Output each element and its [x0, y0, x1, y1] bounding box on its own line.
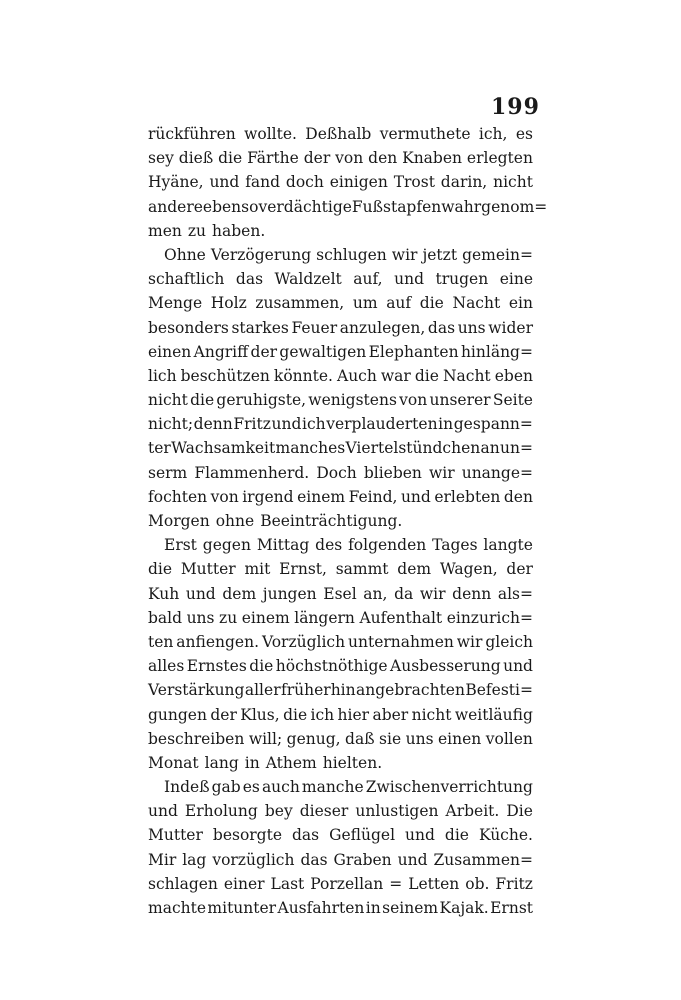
- word: der: [250, 342, 278, 361]
- word: Ohne: [164, 245, 206, 264]
- word: andere: [148, 197, 203, 216]
- word: nicht;: [148, 415, 194, 434]
- word: Flammenherd.: [194, 463, 310, 482]
- word: Zusammen=: [433, 850, 533, 869]
- word: Graben: [333, 850, 392, 869]
- word: Indeß: [164, 778, 210, 797]
- word: Zwischenverrichtung: [365, 778, 533, 797]
- word: Geflügel: [329, 826, 396, 845]
- text-line: [148, 219, 533, 243]
- word: und: [185, 584, 216, 603]
- word: einen: [438, 729, 482, 748]
- word: das: [300, 850, 328, 869]
- word: Verzögerung: [210, 245, 312, 264]
- word: denn: [452, 584, 492, 603]
- word: unternahmen: [348, 632, 454, 651]
- word: da: [394, 584, 414, 603]
- word: daß: [345, 729, 375, 748]
- word: Mittag: [256, 536, 310, 555]
- word: vorzüglich: [212, 850, 295, 869]
- word: serm: [148, 463, 188, 482]
- text-line: [148, 678, 533, 702]
- word: unange=: [461, 463, 533, 482]
- word: Ernstes: [186, 657, 247, 676]
- word: Fußstapfen: [351, 197, 442, 216]
- word: einzurich=: [446, 608, 533, 627]
- word: an: [480, 439, 500, 458]
- text-line: [148, 823, 533, 847]
- word: einigen: [329, 173, 388, 192]
- text-line: [148, 775, 533, 799]
- word: Porzellan: [310, 874, 384, 893]
- word: un=: [500, 439, 533, 458]
- word: das: [292, 826, 320, 845]
- text-line: [148, 461, 533, 485]
- word: irgend: [242, 487, 294, 506]
- word: Last: [270, 874, 305, 893]
- word: ter: [148, 439, 171, 458]
- word: Befesti=: [465, 681, 533, 700]
- word: lang: [204, 753, 239, 772]
- word: Feind,: [348, 487, 398, 506]
- text-line: [148, 364, 533, 388]
- word: fand: [245, 173, 281, 192]
- word: will;: [248, 729, 283, 748]
- word: Hyäne,: [148, 173, 204, 192]
- text-line: [148, 509, 533, 533]
- word: und: [271, 415, 302, 434]
- word: uns: [405, 729, 434, 748]
- text-line: [148, 146, 533, 170]
- word: darin,: [440, 173, 488, 192]
- word: hielten.: [322, 753, 383, 772]
- text-line: [148, 291, 533, 315]
- word: einem: [241, 608, 290, 627]
- page-number: 199: [491, 94, 540, 120]
- word: wir: [419, 584, 446, 603]
- text-line: [148, 654, 533, 678]
- text-line: [148, 727, 533, 751]
- text-line: [148, 316, 533, 340]
- word: Ausfahrten: [277, 899, 365, 917]
- word: wir: [456, 632, 483, 651]
- word: die: [414, 366, 439, 385]
- word: Holz: [210, 294, 247, 313]
- word: Erst: [164, 536, 197, 555]
- word: wir: [429, 463, 455, 482]
- word: der: [210, 705, 237, 724]
- word: Waldzelt: [274, 270, 342, 289]
- word: besorgte: [212, 826, 283, 845]
- word: genug,: [286, 729, 341, 748]
- word: bald: [148, 608, 183, 627]
- word: unlustigen: [355, 802, 439, 821]
- word: ich,: [478, 125, 508, 143]
- word: alles: [148, 657, 185, 676]
- word: blieben: [363, 463, 422, 482]
- word: Vorzüglich: [261, 632, 346, 651]
- body-text: [148, 122, 548, 920]
- word: weitläufig: [454, 705, 533, 724]
- word: Mutter: [180, 560, 236, 579]
- word: es: [242, 778, 260, 797]
- text-line: [148, 436, 533, 460]
- text-line: [148, 533, 533, 557]
- text-line: [148, 703, 533, 727]
- word: eine: [499, 270, 533, 289]
- word: Letten: [408, 874, 460, 893]
- word: Klus,: [240, 705, 280, 724]
- word: Ernst,: [279, 560, 327, 579]
- word: schlugen: [316, 245, 387, 264]
- word: ohne: [215, 512, 255, 530]
- word: die: [148, 560, 173, 579]
- word: und: [397, 850, 428, 869]
- word: uns: [457, 318, 486, 337]
- word: Fritz: [495, 874, 533, 893]
- word: Erholung: [184, 802, 258, 821]
- word: trugen: [435, 270, 489, 289]
- word: Athem: [265, 753, 317, 772]
- word: die: [444, 826, 469, 845]
- word: Küche.: [478, 826, 533, 845]
- word: fochten: [148, 487, 208, 506]
- text-line: [148, 872, 533, 896]
- word: Färthe: [247, 149, 299, 168]
- word: eben: [494, 366, 533, 385]
- word: schaftlich: [148, 270, 225, 289]
- word: lich: [148, 366, 177, 385]
- word: uns: [186, 608, 215, 627]
- word: dieser: [299, 802, 349, 821]
- word: seinem: [382, 899, 439, 917]
- word: wahrgenom=: [441, 197, 548, 216]
- word: das: [427, 318, 456, 337]
- word: Monat: [148, 753, 199, 772]
- word: bey: [264, 802, 293, 821]
- word: von: [210, 487, 239, 506]
- text-line: [148, 606, 533, 630]
- text-line: [148, 751, 533, 775]
- word: von: [335, 149, 364, 168]
- word: Verstärkung: [148, 681, 245, 700]
- word: die: [249, 657, 274, 676]
- word: Fritz: [233, 415, 271, 434]
- word: des: [315, 536, 343, 555]
- word: Aufenthalt: [359, 608, 443, 627]
- text-line: [148, 170, 533, 194]
- word: aber: [372, 705, 409, 724]
- word: starkes: [231, 318, 289, 337]
- word: in: [365, 899, 381, 917]
- word: der: [506, 560, 533, 579]
- word: ich: [310, 705, 335, 724]
- word: höchstnöthige: [275, 657, 388, 676]
- text-line: [148, 848, 533, 872]
- word: lag: [182, 850, 207, 869]
- word: der: [303, 149, 331, 168]
- word: dieß: [178, 149, 214, 168]
- word: manche: [301, 778, 364, 797]
- word: hinläng=: [460, 342, 533, 361]
- word: Mutter: [148, 826, 203, 845]
- word: auf,: [353, 270, 383, 289]
- word: und: [209, 173, 240, 192]
- word: verdächtige: [258, 197, 352, 216]
- word: gewaltigen: [279, 342, 367, 361]
- text-line: [148, 122, 533, 146]
- word: einer: [223, 874, 265, 893]
- word: gungen: [148, 705, 207, 724]
- word: hier: [337, 705, 370, 724]
- word: dem: [222, 584, 257, 603]
- word: Morgen: [148, 512, 210, 530]
- word: wir: [391, 245, 418, 264]
- word: und: [405, 826, 435, 845]
- word: ob.: [465, 874, 490, 893]
- word: wider: [488, 318, 533, 337]
- word: Mir: [148, 850, 177, 869]
- word: Esel: [323, 584, 357, 603]
- word: jungen: [262, 584, 317, 603]
- word: in: [438, 415, 454, 434]
- word: unserer: [429, 391, 491, 410]
- word: die: [283, 705, 308, 724]
- word: Trost: [393, 173, 435, 192]
- word: nicht: [148, 391, 188, 410]
- word: gemein=: [462, 245, 533, 264]
- word: Kajak.: [439, 899, 489, 917]
- word: könnte.: [273, 366, 333, 385]
- word: Seite: [492, 391, 533, 410]
- word: angebrachten: [356, 681, 465, 700]
- word: aller: [244, 681, 281, 700]
- word: Feuer: [291, 318, 338, 337]
- word: beschützen: [180, 366, 270, 385]
- word: wenigstens: [308, 391, 397, 410]
- text-line: [148, 630, 533, 654]
- word: doch: [285, 173, 324, 192]
- word: dem: [397, 560, 432, 579]
- word: Auch: [337, 366, 377, 385]
- word: Die: [506, 802, 533, 821]
- word: um: [352, 294, 378, 313]
- word: Beeinträchtigung.: [260, 512, 403, 530]
- word: es: [515, 125, 533, 143]
- word: Nacht: [442, 366, 491, 385]
- word: manches: [275, 439, 346, 458]
- word: gegen: [202, 536, 251, 555]
- word: langte: [483, 536, 533, 555]
- word: den: [503, 487, 533, 506]
- word: auf: [386, 294, 412, 313]
- word: wollte.: [244, 125, 297, 143]
- word: früherhin: [281, 681, 356, 700]
- word: Viertelstündchen: [345, 439, 481, 458]
- word: Wachsamkeit: [171, 439, 276, 458]
- word: eben: [202, 197, 242, 216]
- word: die: [190, 391, 215, 410]
- word: Knaben: [402, 149, 463, 168]
- word: Ausbesserung: [390, 657, 501, 676]
- word: und: [148, 802, 178, 821]
- word: besonders: [148, 318, 229, 337]
- word: jetzt: [422, 245, 458, 264]
- word: als=: [497, 584, 533, 603]
- word: ich: [301, 415, 326, 434]
- word: Wagen,: [439, 560, 498, 579]
- word: das: [235, 270, 264, 289]
- text-line: [148, 557, 533, 581]
- word: folgenden: [348, 536, 427, 555]
- text-line: [148, 195, 548, 219]
- text-line: [148, 267, 533, 291]
- word: vollen: [485, 729, 533, 748]
- word: und: [394, 270, 424, 289]
- word: =: [389, 874, 403, 893]
- word: Ernst: [490, 899, 533, 917]
- word: einem: [297, 487, 346, 506]
- word: schlagen: [148, 874, 218, 893]
- word: und: [400, 487, 431, 506]
- word: gleich: [485, 632, 533, 651]
- word: men: [148, 221, 182, 240]
- word: mit: [244, 560, 271, 579]
- word: auch: [261, 778, 300, 797]
- word: Doch: [316, 463, 357, 482]
- word: den: [368, 149, 398, 168]
- text-line: [148, 896, 533, 920]
- text-line: [148, 243, 533, 267]
- word: gab: [211, 778, 241, 797]
- word: Deßhalb: [305, 125, 372, 143]
- word: Angriff: [193, 342, 249, 361]
- word: sie: [379, 729, 402, 748]
- word: haben.: [212, 221, 266, 240]
- word: nicht: [493, 173, 533, 192]
- word: mitunter: [207, 899, 277, 917]
- word: gespann=: [453, 415, 533, 434]
- word: anfiengen.: [176, 632, 260, 651]
- word: vermuthete: [379, 125, 471, 143]
- word: sammt: [335, 560, 389, 579]
- word: geruhigste,: [216, 391, 307, 410]
- word: so: [241, 197, 259, 216]
- text-line: [148, 485, 533, 509]
- word: nicht: [411, 705, 452, 724]
- word: von: [399, 391, 428, 410]
- word: Kuh: [148, 584, 180, 603]
- word: Elephanten: [368, 342, 459, 361]
- word: verplauderten: [326, 415, 438, 434]
- text-line: [148, 340, 533, 364]
- word: zusammen,: [255, 294, 345, 313]
- word: denn: [193, 415, 233, 434]
- word: und: [503, 657, 533, 676]
- word: Arbeit.: [445, 802, 500, 821]
- text-line: [148, 388, 533, 412]
- word: einen: [148, 342, 192, 361]
- word: beschreiben: [148, 729, 245, 748]
- word: längern: [294, 608, 355, 627]
- word: Menge: [148, 294, 203, 313]
- word: die: [218, 149, 243, 168]
- word: machte: [148, 899, 207, 917]
- word: rückführen: [148, 125, 236, 143]
- word: an,: [363, 584, 388, 603]
- word: sey: [148, 149, 174, 168]
- word: erlebten: [434, 487, 501, 506]
- word: ein: [508, 294, 533, 313]
- word: die: [419, 294, 444, 313]
- word: Tages: [432, 536, 478, 555]
- word: in: [244, 753, 260, 772]
- word: ten: [148, 632, 174, 651]
- text-line: [148, 799, 533, 823]
- word: zu: [187, 221, 207, 240]
- text-line: [148, 412, 533, 436]
- word: Nacht: [452, 294, 501, 313]
- word: war: [380, 366, 411, 385]
- word: anzulegen,: [339, 318, 426, 337]
- word: zu: [219, 608, 238, 627]
- text-line: [148, 582, 533, 606]
- word: erlegten: [466, 149, 533, 168]
